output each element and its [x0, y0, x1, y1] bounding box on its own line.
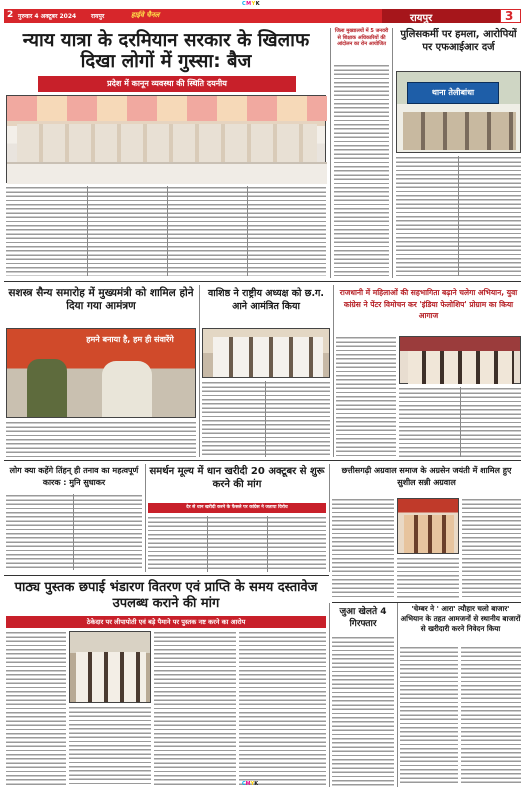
lead-subhead: प्रदेश में कानून व्यवस्था की स्थिति दयनीय: [107, 79, 227, 88]
sashastra-banner: हमने बनाया है, हम ही संवारेंगे: [86, 335, 174, 344]
chembar-body-right: [461, 646, 521, 786]
brand-logo: हाईवे चैनल: [131, 11, 160, 19]
paddy-headline: समर्थन मूल्य में धान खरीदी 20 अक्टूबर से शुरू करने की मांग: [149, 466, 325, 490]
rajdhani-body-left: [336, 336, 396, 457]
gamblers-headline: जुआ खेलते 4 गिरफ्तार: [339, 607, 387, 629]
masthead: [4, 9, 521, 23]
textbook-body-2: [69, 706, 151, 786]
textbook-strap: [6, 616, 326, 628]
lokh-headline: लोग क्या कहेंगे तिंहन् ही तनाव का महत्वपूर्ण कारक : मुनि सुधाकर: [9, 466, 139, 487]
rajdhani-photo: [399, 336, 521, 384]
cmyk-marker-bottom: CMYK: [242, 781, 259, 787]
page-number-right: 3: [505, 9, 514, 23]
chhattisgarh-body-right: [462, 498, 521, 600]
lead-strap: [38, 76, 296, 92]
rajdhani-headline: राजधानी में महिलाओं की सहभागिता बढ़ाने चलेगा अभियान, युवा कांग्रेस ने पेंटर विमोचन कर 'इंडिया फेलोशिप' प्रोग्राम का किया आगाज: [339, 288, 518, 320]
textbook-headline: पाठ्य पुस्तक छपाई भंडारण वितरण एवं प्राप्ति के समय दस्तावेज उपलब्ध कराने की मांग: [14, 580, 318, 611]
sashastra-body: [6, 421, 196, 457]
lead-photo: [6, 95, 326, 183]
paddy-strap: [148, 503, 326, 513]
page-number-left: 2: [7, 10, 14, 20]
lead-headline: न्याय यात्रा के दरमियान सरकार के खिलाफ दिखा लोगों में गुस्सा: बैज: [22, 30, 310, 72]
lokh-body: [6, 494, 142, 570]
chhattisgarh-headline: छत्तीसगढ़ी अग्रवाल समाज के अग्रसेन जयंती में शामिल हुए सुशील सन्नी अग्रवाल: [341, 466, 512, 487]
textbook-body-3: [154, 631, 236, 786]
chhattisgarh-body-left: [332, 498, 394, 600]
gamblers-body: [332, 636, 394, 786]
police-headline: पुलिसकर्मी पर हमला, आरोपियों पर एफआईआर दर्ज: [400, 29, 517, 53]
vashishtha-photo: [202, 328, 330, 378]
paddy-body: [148, 516, 326, 572]
chembar-headline: 'चेम्बर ने ' आरा' त्यौहार चलो बाजार' अभियान के तहत आमजनों से स्थानीय बाजारों से खरीदारी करने निवेदन किया: [400, 604, 521, 633]
police-photo: [396, 71, 521, 153]
chhattisgarh-photo: [397, 498, 459, 554]
issue-date: गुरुवार 4 अक्टूबर 2024: [18, 13, 77, 20]
vashishtha-body: [202, 381, 330, 457]
textbook-body-1: [6, 631, 66, 786]
vashishtha-headline: वाशिष्ठ ने राष्ट्रीय अध्यक्ष को छ.ग. आने आमंत्रित किया: [207, 288, 325, 312]
chhattisgarh-body-mid: [397, 557, 459, 600]
section-title: रायपुर: [410, 13, 433, 24]
police-station-sign: थाना तेलीबांधा: [407, 82, 499, 104]
chembar-body-left: [400, 646, 458, 786]
sashastra-headline: सशस्त्र सैन्य समारोह में मुख्यमंत्री को शामिल होने दिया गया आमंत्रण: [8, 287, 194, 312]
side-top-headline: जिला मुख्यालयों में 5 जनवरी से शिक्षाक अधिकारियों की आंदोलन का रोन आयोजित: [334, 28, 389, 47]
side-top-body: [334, 64, 389, 276]
textbook-body-4: [239, 631, 326, 786]
textbook-strap-text: ठेकेदार पर लीपापोती एवं बड़े पैमाने पर पुस्तक नष्ट करने का आरोप: [86, 618, 246, 626]
lead-body-text: [6, 186, 326, 276]
cmyk-marker: CMYK: [242, 1, 261, 7]
city-label: रायपुर: [91, 13, 105, 20]
sashastra-photo: [6, 328, 196, 418]
paddy-strap-text: देर से धान खरीदी करने के फैसले पर कांग्रेस ने जताया विरोध: [186, 505, 288, 510]
textbook-photo: [69, 631, 151, 703]
